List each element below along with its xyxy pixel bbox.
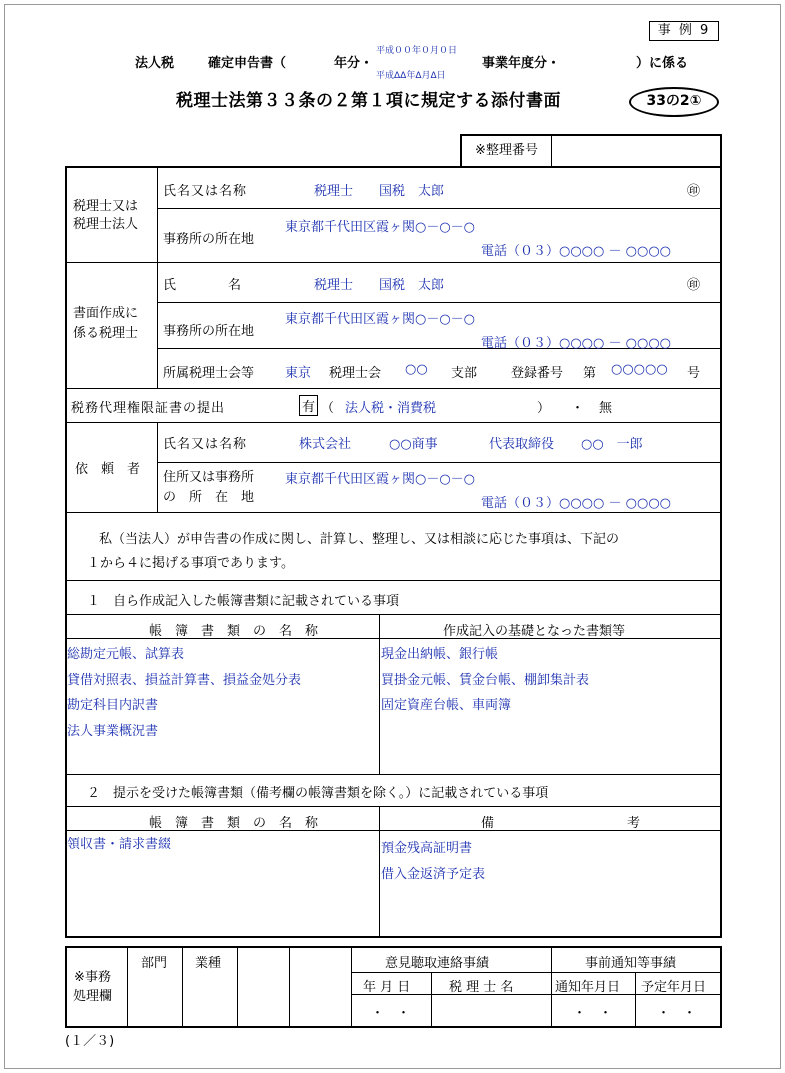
section1-source-doc-item: 買掛金元帳、賃金台帳、棚卸集計表 [381, 672, 590, 688]
tax-accountant-name: 税理士 国税 太郎 [314, 184, 445, 199]
section2-ledger-item: 領収書・請求書綴 [67, 837, 172, 852]
name-label: 氏名又は名称 [163, 184, 248, 199]
section2-col1-header: 帳 簿 書 類 の 名 称 [149, 816, 319, 831]
section1-col1-header: 帳 簿 書 類 の 名 称 [149, 624, 319, 639]
accountant-name-label: 税 理 士 名 [449, 980, 514, 995]
header-date-to: 平成ΔΔ年Δ月Δ日 [376, 71, 446, 81]
association-name: 税理士会 [329, 366, 382, 381]
client-company-name: ○○商事 [389, 437, 438, 452]
preparer-section-line1: 書面作成に [73, 306, 139, 321]
header-date-from: 平成００年０月０日 [376, 46, 458, 56]
client-company-type: 株式会社 [299, 437, 352, 452]
notice-date-dots: ・ ・ [573, 1006, 613, 1021]
opinion-date-dots: ・ ・ [371, 1006, 411, 1021]
office-use-table [65, 946, 722, 1028]
client-address: 東京都千代田区霞ヶ関○－○－○ [285, 472, 476, 487]
section2-right-list [381, 836, 485, 887]
section1-right-list [381, 642, 589, 719]
section1-ledger-item: 貸借対照表、損益計算書、損益金処分表 [67, 672, 302, 688]
main-form-table [65, 166, 722, 938]
tax-accountant-section-line2: 税理士法人 [73, 217, 139, 232]
registration-dai: 第 [583, 366, 597, 381]
scheduled-date-label: 予定年月日 [641, 980, 707, 995]
preparer-name: 税理士 国税 太郎 [314, 278, 445, 293]
reference-number-box [460, 134, 722, 168]
association-branch-value: ○○ [405, 362, 428, 377]
client-representative-name: ○○ 一郎 [581, 437, 643, 452]
notice-date-label: 通知年月日 [555, 980, 621, 995]
registration-number: ○○○○○ [611, 362, 668, 377]
preparer-section-line2: 係る税理士 [73, 326, 139, 341]
header-regarding: ）に係る [636, 56, 689, 71]
tax-accountant-phone: 電話（０３）○○○○ － ○○○○ [481, 244, 672, 259]
case-number-box: 事 例 9 [649, 21, 719, 41]
proxy-open-paren: （ [321, 401, 335, 416]
client-section-label: 依 頼 者 [75, 462, 141, 477]
preparer-name-label: 氏 名 [163, 278, 242, 293]
client-representative-title: 代表取締役 [489, 437, 555, 452]
client-address-label-line1: 住所又は事務所 [163, 470, 255, 485]
section1-col2-header: 作成記入の基礎となった書類等 [443, 624, 626, 639]
page-number: (１／３) [65, 1034, 115, 1049]
tax-accountant-section-line1: 税理士又は [73, 199, 139, 214]
section1-ledger-item: 総勘定元帳、試算表 [67, 647, 185, 662]
office-use-label-line1: ※事務 [74, 970, 111, 985]
association-label: 所属税理士会等 [163, 366, 255, 381]
header-year: 年分・ [334, 56, 374, 71]
registration-label: 登録番号 [511, 366, 564, 381]
preparer-address: 東京都千代田区霞ヶ関○－○－○ [285, 312, 476, 327]
opinion-date-label: 年 月 日 [363, 980, 411, 995]
office-use-label-line2: 処理欄 [73, 989, 113, 1004]
proxy-close-paren: ） [537, 401, 551, 416]
association-branch: 支部 [451, 366, 478, 381]
section2-col2-header-a: 備 [481, 816, 495, 831]
seal-mark: ㊞ [687, 184, 701, 199]
proxy-detail: 法人税・消費税 [345, 401, 437, 416]
scheduled-date-dots: ・ ・ [657, 1006, 697, 1021]
section2-col2-header-b: 考 [627, 816, 641, 831]
client-address-label-line2: の 所 在 地 [163, 490, 255, 505]
proxy-separator: ・ [571, 401, 585, 416]
section1-ledger-item: 法人事業概況書 [67, 723, 159, 739]
client-phone: 電話（０３）○○○○ － ○○○○ [481, 496, 672, 511]
header-tax-type: 法人税 [135, 56, 175, 71]
office-address-label: 事務所の所在地 [163, 232, 255, 247]
opinion-hearing-label: 意見聴取連絡事績 [385, 956, 490, 971]
section2-remark-item: 預金残高証明書 [381, 841, 473, 856]
section2-left-list [67, 832, 171, 858]
advance-notice-label: 事前通知等事績 [585, 956, 677, 971]
section1-source-doc-item: 固定資産台帳、車両簿 [381, 698, 512, 713]
form-code-badge: 33の2① [629, 87, 719, 117]
section1-left-list [67, 642, 301, 744]
industry-label: 業種 [195, 956, 222, 971]
proxy-label: 税務代理権限証書の提出 [71, 401, 226, 416]
section2-remark-item: 借入金返済予定表 [381, 866, 486, 882]
registration-go: 号 [687, 366, 701, 381]
statement-line1: 私（当法人）が申告書の作成に関し、計算し、整理し、又は相談に応じた事項は、下記の [99, 532, 620, 547]
section1-ledger-item: 勘定科目内訳書 [67, 698, 159, 713]
department-label: 部門 [141, 956, 168, 971]
reference-number-label: ※整理番号 [462, 136, 552, 166]
section1-source-doc-item: 現金出納帳、銀行帳 [381, 647, 499, 662]
tax-accountant-address: 東京都千代田区霞ヶ関○－○－○ [285, 220, 476, 235]
preparer-office-label: 事務所の所在地 [163, 324, 255, 339]
proxy-no[interactable]: 無 [599, 401, 613, 416]
association-prefecture: 東京 [285, 366, 312, 381]
preparer-phone: 電話（０３）○○○○ － ○○○○ [481, 336, 672, 351]
client-name-label: 氏名又は名称 [163, 437, 248, 452]
section2-title: ２ 提示を受けた帳簿書類（備考欄の帳簿書類を除く。）に記載されている事項 [87, 786, 549, 801]
preparer-seal-mark: ㊞ [687, 278, 701, 293]
proxy-yes-box[interactable]: 有 [299, 395, 318, 416]
section1-title: １ 自ら作成記入した帳簿書類に記載されている事項 [87, 594, 400, 609]
document-title: 税理士法第３３条の２第１項に規定する添付書面 [176, 91, 561, 111]
header-return-type: 確定申告書（ [208, 56, 287, 71]
statement-line2: １から４に掲げる事項であります。 [87, 556, 294, 571]
header-fiscal-year: 事業年度分・ [482, 56, 561, 71]
